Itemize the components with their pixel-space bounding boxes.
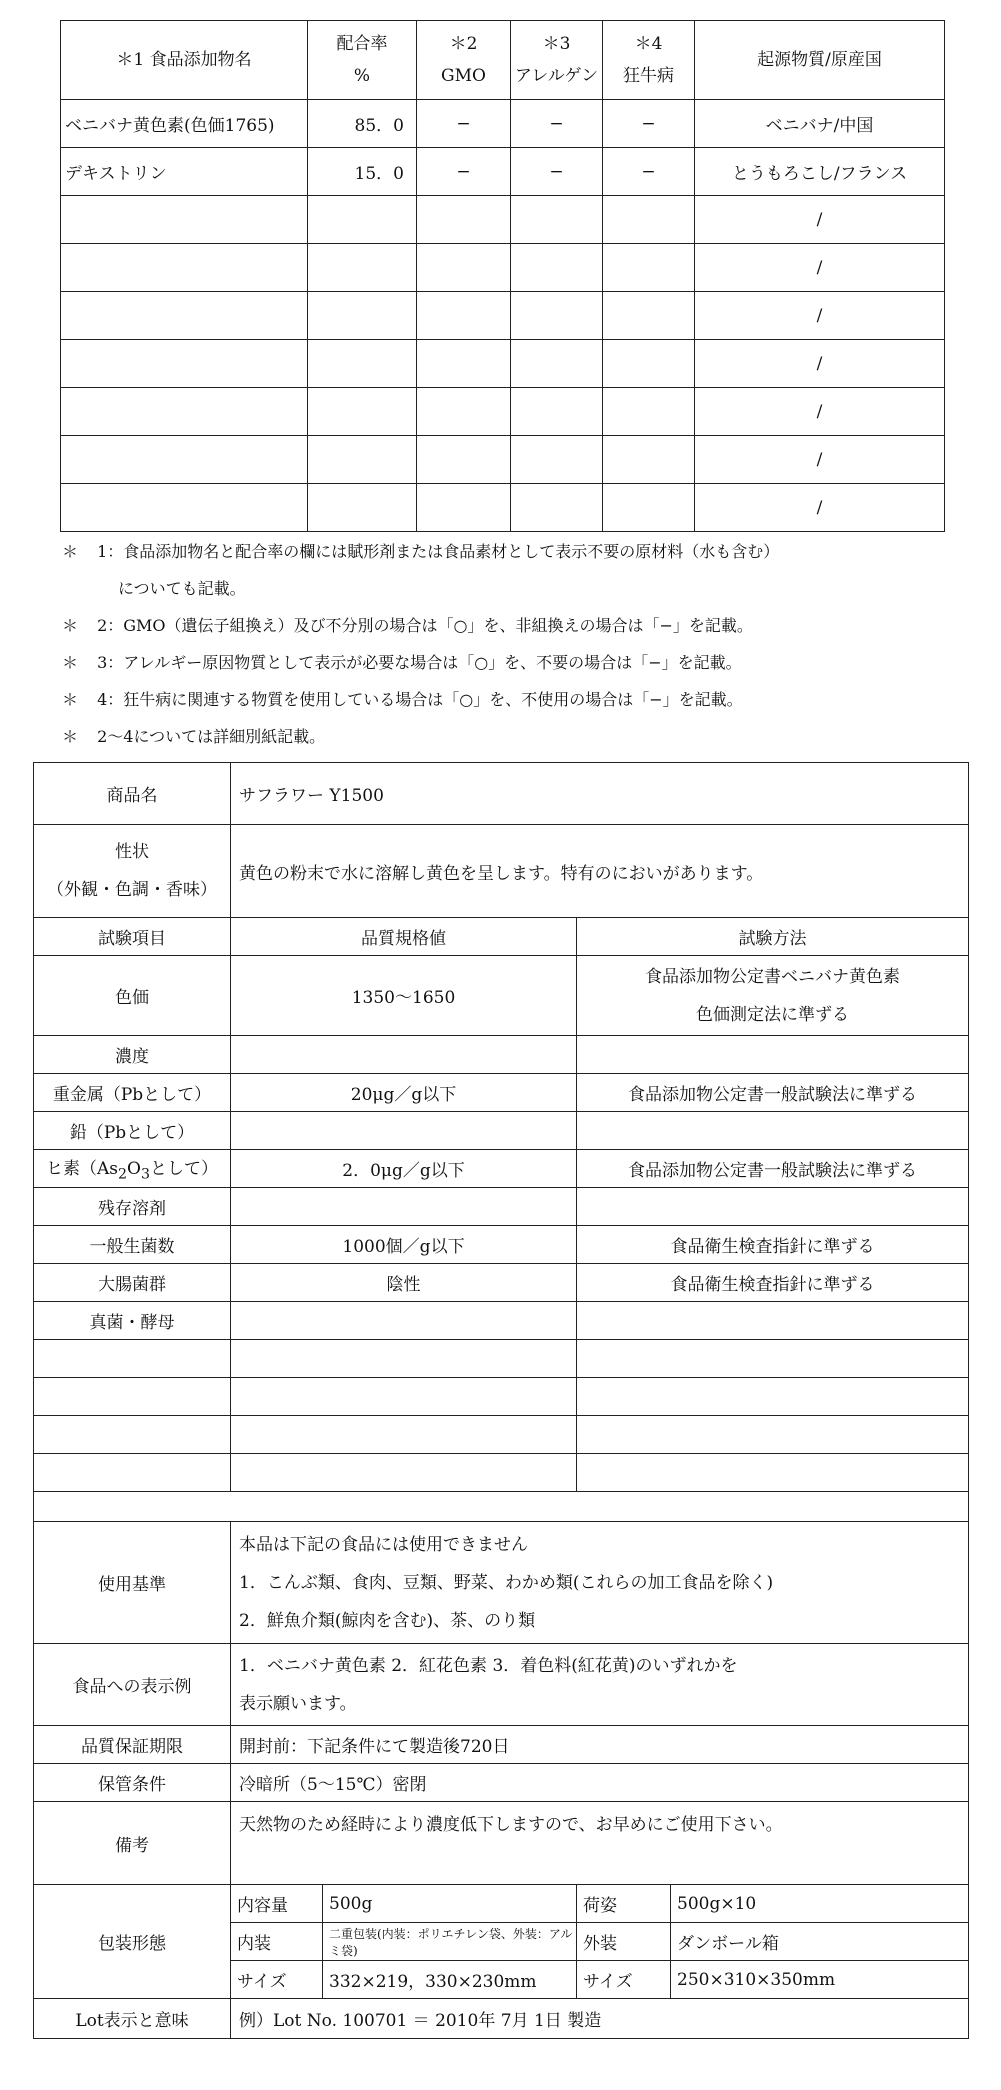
additive-origin: /	[695, 484, 945, 532]
col-test-method: 試験方法	[577, 918, 969, 956]
additive-ratio	[308, 484, 417, 532]
additive-gmo	[417, 436, 511, 484]
blank-row	[34, 1454, 969, 1492]
additive-gmo	[417, 292, 511, 340]
additive-bse	[603, 244, 695, 292]
blank-row	[34, 1340, 969, 1378]
additive-allergen	[511, 292, 603, 340]
additive-row	[61, 292, 945, 340]
additive-name	[61, 484, 308, 532]
additive-allergen: −	[511, 148, 603, 196]
test-row	[34, 1264, 969, 1302]
footnote-4: ＊ 4：狂牛病に関連する物質を使用している場合は「○」を、不使用の場合は「−」を記載。	[62, 690, 743, 709]
test-row	[34, 1226, 969, 1264]
test-item: 濃度	[34, 1036, 231, 1074]
test-method: 食品添加物公定書一般試験法に準ずる	[577, 1074, 969, 1112]
additive-allergen	[511, 196, 603, 244]
outer-value: ダンボール箱	[671, 1923, 969, 1961]
size-value-outer: 250×310×350mm	[671, 1961, 969, 1999]
header-additive-name: ＊1 食品添加物名	[61, 21, 308, 100]
remarks-label: 備考	[34, 1802, 231, 1885]
test-method: 食品添加物公定書一般試験法に準ずる	[577, 1150, 969, 1188]
outer-label: 外装	[577, 1923, 671, 1961]
additive-ratio: 15．0	[308, 148, 417, 196]
header-origin: 起源物質/原産国	[695, 21, 945, 100]
test-item: 重金属（Pbとして）	[34, 1074, 231, 1112]
blank-row	[34, 1378, 969, 1416]
additive-ratio	[308, 388, 417, 436]
footnotes	[62, 533, 962, 755]
size-label-outer: サイズ	[577, 1961, 671, 1999]
additive-origin: /	[695, 388, 945, 436]
additive-ratio	[308, 196, 417, 244]
additive-gmo	[417, 196, 511, 244]
additive-ratio: 85．0	[308, 100, 417, 148]
additive-origin: /	[695, 244, 945, 292]
additive-bse: −	[603, 100, 695, 148]
test-item: ヒ素（$As_2O_3$として）	[34, 1150, 231, 1188]
additive-allergen: −	[511, 100, 603, 148]
lot-label: Lot表示と意味	[34, 1999, 231, 2039]
test-row	[34, 1302, 969, 1340]
test-method: 食品衛生検査指針に準ずる	[577, 1226, 969, 1264]
additives-header-row	[61, 21, 945, 100]
packing-value: 500g×10	[671, 1885, 969, 1923]
additive-allergen	[511, 244, 603, 292]
additive-row	[61, 436, 945, 484]
additive-bse	[603, 484, 695, 532]
additive-allergen	[511, 436, 603, 484]
size-label: サイズ	[231, 1961, 323, 1999]
additive-allergen	[511, 388, 603, 436]
test-method	[577, 1188, 969, 1226]
additive-name	[61, 196, 308, 244]
additive-origin: /	[695, 340, 945, 388]
footnote-1-continuation: についても記載。	[118, 579, 246, 598]
inner-value: 二重包装(内装：ポリエチレン袋、外装：アルミ袋)	[323, 1923, 577, 1961]
additives-table	[60, 20, 945, 532]
blank-row	[34, 1416, 969, 1454]
additive-bse	[603, 196, 695, 244]
test-row	[34, 1036, 969, 1074]
inner-label: 内装	[231, 1923, 323, 1961]
additive-gmo: −	[417, 148, 511, 196]
test-row	[34, 1150, 969, 1188]
additive-name	[61, 340, 308, 388]
col-test-item: 試験項目	[34, 918, 231, 956]
size-value: 332×219，330×230mm	[323, 1961, 577, 1999]
additive-name	[61, 292, 308, 340]
footnote-5: ＊ 2〜4については詳細別紙記載。	[62, 727, 326, 746]
test-item: 真菌・酵母	[34, 1302, 231, 1340]
additive-gmo	[417, 340, 511, 388]
test-method	[577, 1302, 969, 1340]
spacer-row	[34, 1492, 969, 1522]
test-spec	[231, 1112, 577, 1150]
additive-allergen	[511, 484, 603, 532]
test-row	[34, 1188, 969, 1226]
additive-gmo: −	[417, 100, 511, 148]
test-row	[34, 1112, 969, 1150]
additive-bse	[603, 340, 695, 388]
additive-allergen	[511, 340, 603, 388]
additive-bse	[603, 436, 695, 484]
test-spec: 2．0μg／g以下	[231, 1150, 577, 1188]
shelf-life-value: 開封前：下記条件にて製造後720日	[231, 1726, 969, 1764]
usage-standard-label: 使用基準	[34, 1522, 231, 1644]
additive-name: ベニバナ黄色素(色価1765)	[61, 100, 308, 148]
additive-bse	[603, 292, 695, 340]
additive-bse	[603, 388, 695, 436]
test-row	[34, 1074, 969, 1112]
content-label: 内容量	[231, 1885, 323, 1923]
additive-gmo	[417, 388, 511, 436]
usage-standard-value: 本品は下記の食品には使用できません 1．こんぶ類、食肉、豆類、野菜、わかめ類(これらの加工食品を除く) 2．鮮魚介類(鯨肉を含む)、茶、のり類	[231, 1522, 969, 1644]
col-quality-spec: 品質規格値	[231, 918, 577, 956]
test-method	[577, 1112, 969, 1150]
additive-name	[61, 436, 308, 484]
additive-name	[61, 244, 308, 292]
food-display-value: 1．ベニバナ黄色素 2．紅花色素 3．着色料(紅花黄)のいずれかを 表示願います。	[231, 1644, 969, 1726]
additive-origin: /	[695, 292, 945, 340]
test-item: 残存溶剤	[34, 1188, 231, 1226]
packing-label: 荷姿	[577, 1885, 671, 1923]
additive-ratio	[308, 244, 417, 292]
additive-row	[61, 388, 945, 436]
test-item: 鉛（Pbとして）	[34, 1112, 231, 1150]
food-display-label: 食品への表示例	[34, 1644, 231, 1726]
header-allergen: ＊3 アレルゲン	[511, 21, 603, 100]
test-spec: 1000個／g以下	[231, 1226, 577, 1264]
header-bse: ＊4 狂牛病	[603, 21, 695, 100]
additive-row	[61, 340, 945, 388]
product-name-label: 商品名	[34, 763, 231, 825]
header-gmo: ＊2 GMO	[417, 21, 511, 100]
content-value: 500g	[323, 1885, 577, 1923]
additive-gmo	[417, 244, 511, 292]
test-method: 食品衛生検査指針に準ずる	[577, 1264, 969, 1302]
test-method: 食品添加物公定書ベニバナ黄色素 色価測定法に準ずる	[577, 956, 969, 1036]
additive-name: デキストリン	[61, 148, 308, 196]
appearance-label: 性状 （外観・色調・香味）	[34, 825, 231, 918]
package-label: 包装形態	[34, 1885, 231, 1999]
storage-value: 冷暗所（5〜15℃）密閉	[231, 1764, 969, 1802]
lot-value: 例）Lot No. 100701 ＝ 2010年 7月 1日 製造	[231, 1999, 969, 2039]
test-spec	[231, 1302, 577, 1340]
additive-row	[61, 148, 945, 196]
additive-row	[61, 100, 945, 148]
test-item: 一般生菌数	[34, 1226, 231, 1264]
additive-row	[61, 484, 945, 532]
storage-label: 保管条件	[34, 1764, 231, 1802]
appearance-value: 黄色の粉末で水に溶解し黄色を呈します。特有のにおいがあります。	[231, 825, 969, 918]
additive-origin: ベニバナ/中国	[695, 100, 945, 148]
shelf-life-label: 品質保証期限	[34, 1726, 231, 1764]
additive-ratio	[308, 292, 417, 340]
additive-row	[61, 196, 945, 244]
product-name-value: サフラワー Y1500	[231, 763, 969, 825]
additive-origin: /	[695, 196, 945, 244]
additive-origin: とうもろこし/フランス	[695, 148, 945, 196]
spec-table	[33, 762, 969, 2039]
test-item: 大腸菌群	[34, 1264, 231, 1302]
test-spec	[231, 1036, 577, 1074]
test-spec: 20μg／g以下	[231, 1074, 577, 1112]
additive-name	[61, 388, 308, 436]
additive-row	[61, 244, 945, 292]
footnote-2: ＊ 2：GMO（遺伝子組換え）及び不分別の場合は「○」を、非組換えの場合は「−」を記載。	[62, 616, 753, 635]
additive-origin: /	[695, 436, 945, 484]
test-spec: 1350〜1650	[231, 956, 577, 1036]
test-spec	[231, 1188, 577, 1226]
test-spec: 陰性	[231, 1264, 577, 1302]
additive-ratio	[308, 436, 417, 484]
test-row	[34, 956, 969, 1036]
additive-ratio	[308, 340, 417, 388]
test-method	[577, 1036, 969, 1074]
header-ratio: 配合率 %	[308, 21, 417, 100]
additive-bse: −	[603, 148, 695, 196]
test-item: 色価	[34, 956, 231, 1036]
footnote-1: ＊ 1：食品添加物名と配合率の欄には賦形剤または食品素材として表示不要の原材料（水も含む）	[62, 542, 780, 561]
footnote-3: ＊ 3：アレルギー原因物質として表示が必要な場合は「○」を、不要の場合は「−」を記載。	[62, 653, 742, 672]
remarks-value: 天然物のため経時により濃度低下しますので、お早めにご使用下さい。	[231, 1802, 969, 1885]
additive-gmo	[417, 484, 511, 532]
